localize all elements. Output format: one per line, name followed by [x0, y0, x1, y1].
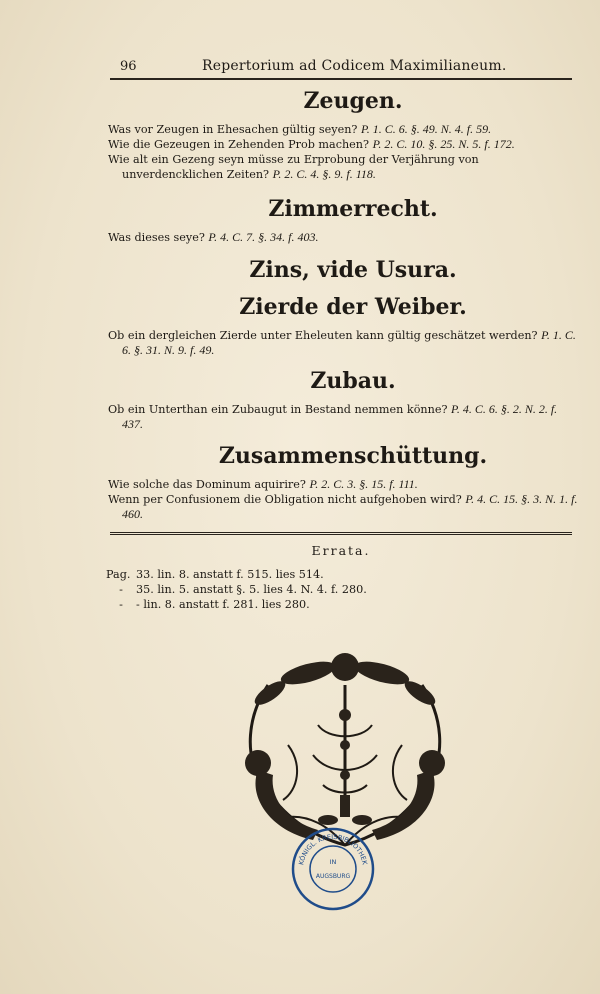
divider-rule	[110, 532, 572, 535]
section-heading: Zimmerrecht.	[268, 196, 438, 222]
section-heading: Zeugen.	[303, 88, 403, 114]
page-header	[110, 58, 572, 80]
section-heading: Zins, vide Usura.	[249, 257, 457, 283]
stamp-ring-text: KÖNIGL. KREISBIBLIOTHEK	[297, 832, 369, 866]
section-heading: Zubau.	[310, 368, 396, 394]
errata-row: Pag. 33. lin. 8. anstatt f. 515. lies 514.	[106, 568, 324, 581]
entry: Wie die Gezeugen in Zehenden Prob machen? P. 2. C. 10. §. 25. N. 5. f. 172.	[108, 137, 515, 151]
library-stamp-icon	[290, 826, 376, 912]
entry: Wie alt ein Gezeng seyn müsse zu Erprobung der Verjährung von unverdencklichen Zeiten? P. 2. C. 4. §. 9. f. 118.	[108, 153, 479, 181]
errata-row: - - lin. 8. anstatt f. 281. lies 280.	[119, 598, 310, 611]
stamp-center-top: IN	[329, 858, 337, 866]
entry: Wenn per Confusionem die Obligation nicht aufgehoben wird? P. 4. C. 15. §. 3. N. 1. f. 460.	[108, 492, 578, 521]
entry: Was vor Zeugen in Ehesachen gültig seyen? P. 1. C. 6. §. 49. N. 4. f. 59.	[108, 122, 492, 136]
section-zins	[108, 257, 578, 283]
errata-title: Errata.	[311, 543, 371, 558]
errata-row: - 35. lin. 5. anstatt §. 5. lies 4. N. 4. f. 280.	[119, 583, 367, 596]
section-heading: Zusammenschüttung.	[218, 443, 488, 469]
stamp-center-bottom: AUGSBURG	[315, 873, 351, 880]
section-zusammenschuettung	[108, 443, 578, 522]
running-title: Repertorium ad Codicem Maximilianeum.	[202, 58, 507, 74]
section-heading: Zierde der Weiber.	[239, 294, 467, 320]
section-zeugen	[108, 88, 578, 182]
page-number: 96	[120, 59, 137, 74]
entry: Ob ein Unterthan ein Zubaugut in Bestand nemmen könne? P. 4. C. 6. §. 2. N. 2. f. 437.	[108, 402, 558, 431]
entry: Was dieses seye? P. 4. C. 7. §. 34. f. 403.	[108, 230, 319, 244]
entry: Ob ein dergleichen Zierde unter Eheleuten kann gültig geschätzet werden? P. 1. C. 6. §. 31. N. 9. f. 49.	[108, 328, 576, 357]
section-zubau	[108, 368, 578, 432]
section-zimmerrecht	[108, 196, 578, 245]
entry: Wie solche das Dominum aquirire? P. 2. C. 3. §. 15. f. 111.	[108, 477, 418, 491]
section-zierde-der-weiber	[108, 294, 578, 358]
